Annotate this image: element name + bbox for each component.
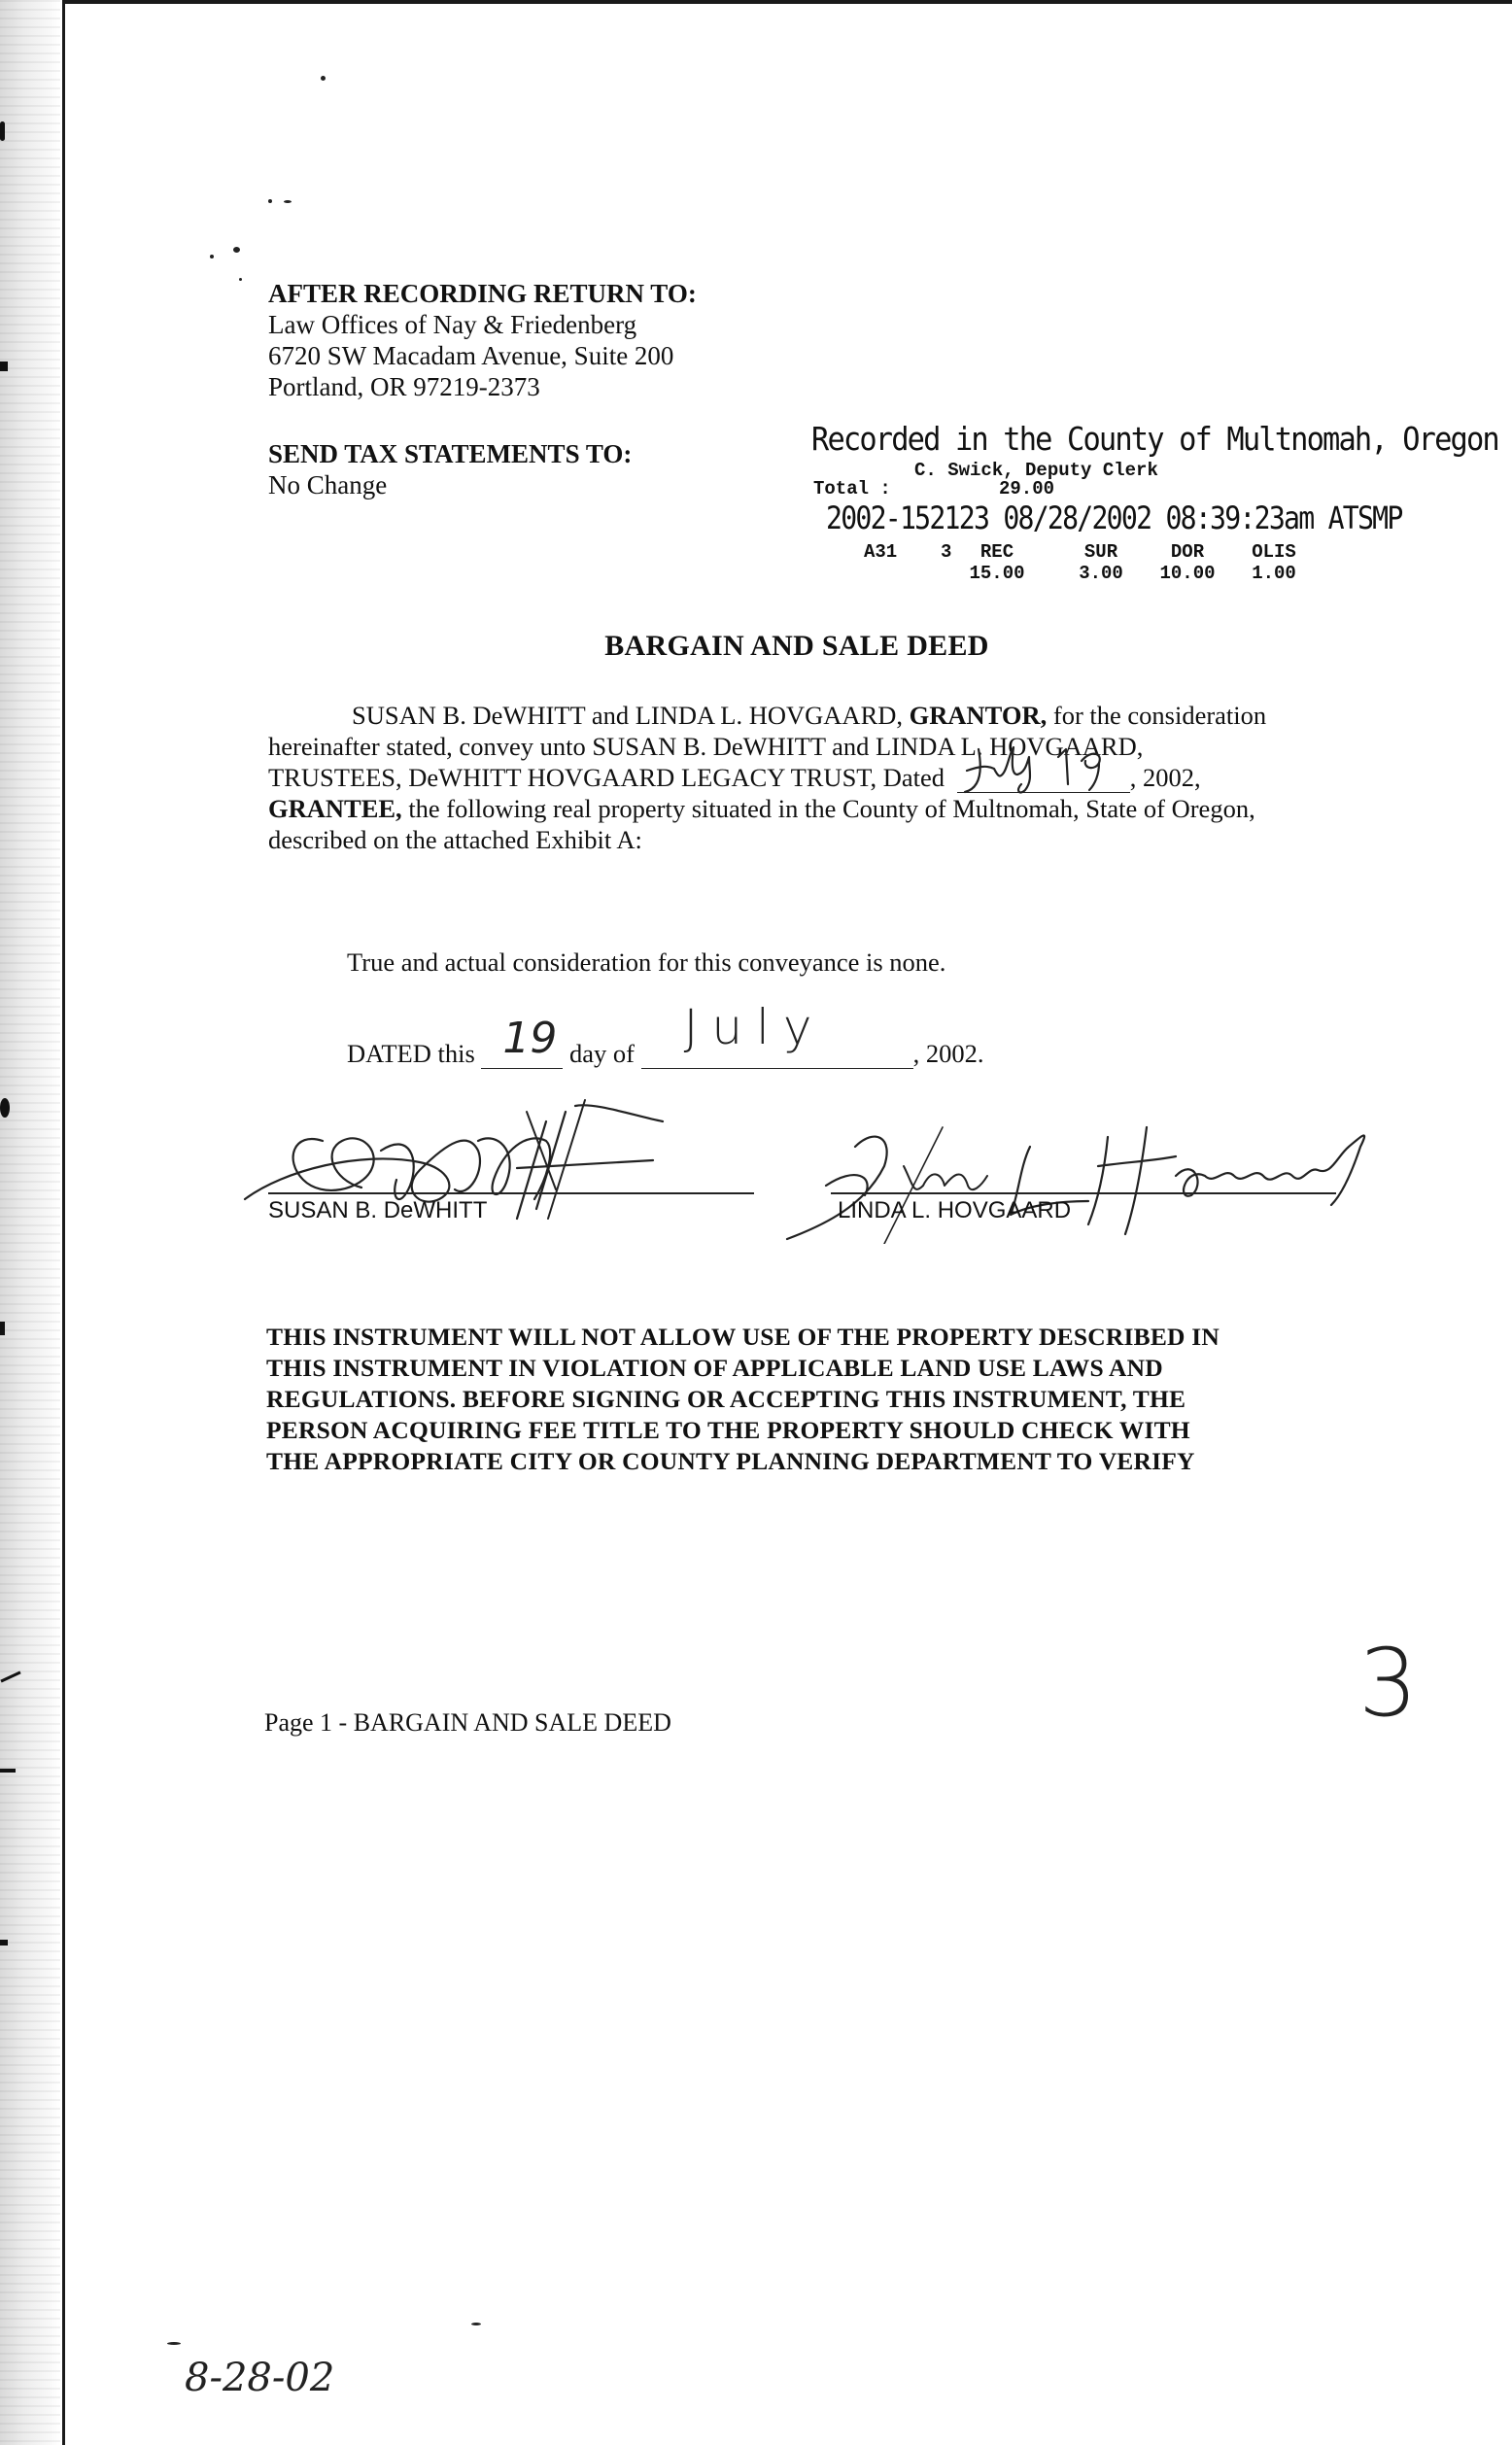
tax-heading: SEND TAX STATEMENTS TO: [268,439,633,468]
speck [210,255,214,258]
day-blank [481,1014,563,1069]
dated-line [347,999,984,1069]
scan-mark [0,1940,8,1946]
body-l3-a: TRUSTEES, DeWHITT HOVGAARD LEGACY TRUST, Dated [268,763,945,792]
deed-body [268,700,1337,855]
trust-date-blank [957,763,1130,793]
speck [167,2342,181,2345]
scan-shadow [0,0,60,2445]
stamp-fee-value: 10.00 [1159,563,1216,584]
stamp-fee-dor [1144,541,1231,584]
grantor-label: GRANTOR, [909,701,1048,730]
speck [239,278,242,281]
scan-mark [0,1098,10,1118]
warning-line: PERSON ACQUIRING FEE TITLE TO THE PROPERTY SHOULD CHECK WITH [266,1416,1190,1444]
return-to-line1: Law Offices of Nay & Friedenberg [268,310,637,339]
body-l3-b: , 2002, [1129,763,1201,792]
day-handwriting: 19 [502,1014,558,1063]
consideration-statement: True and actual consideration for this conveyance is none. [347,947,946,977]
speck [471,2323,481,2325]
signer-left-name: SUSAN B. DeWHITT [268,1197,488,1223]
body-l2: hereinafter stated, convey unto SUSAN B. DeWHITT and LINDA L. HOVGAARD, [268,732,1144,761]
month-handwriting: July [683,999,826,1055]
document-title: BARGAIN AND SALE DEED [604,630,989,662]
signer-right-name: LINDA L. HOVGAARD [838,1197,1072,1223]
stamp-fee-value: 15.00 [969,563,1025,584]
speck [321,76,326,81]
tax-value: No Change [268,470,388,499]
scan-mark [0,121,5,141]
trust-date-handwriting [957,741,1132,800]
page-edge [62,0,65,2445]
recording-stamp [811,420,1498,590]
warning-line: THE APPROPRIATE CITY OR COUNTY PLANNING DEPARTMENT TO VERIFY [266,1447,1195,1475]
stamp-count: 3 [941,541,952,563]
dated-mid: day of [569,1039,635,1068]
body-l1-c: for the consideration [1052,701,1267,730]
scan-mark [0,1322,5,1335]
grantee-label: GRANTEE, [268,794,402,823]
speck [233,247,240,253]
dated-prefix: DATED this [347,1039,475,1068]
stamp-fee-label: SUR [1083,541,1118,563]
land-use-warning [266,1322,1220,1477]
month-blank [641,999,913,1069]
stamp-fee-sur [1057,541,1145,584]
stamp-clerk: C. Swick, Deputy Clerk [914,460,1158,481]
stamp-fee-olis [1230,541,1318,584]
speck [268,199,272,203]
stamp-code: A31 [864,541,898,563]
warning-line: THIS INSTRUMENT WILL NOT ALLOW USE OF THE PROPERTY DESCRIBED IN [266,1323,1220,1351]
stamp-record-line: 2002-152123 08/28/2002 08:39:23am ATSMP [826,499,1402,536]
return-to-heading: AFTER RECORDING RETURN TO: [268,279,697,308]
body-l5: described on the attached Exhibit A: [268,825,642,854]
stamp-fee-label: DOR [1170,541,1205,563]
scan-mark [0,362,8,371]
warning-line: REGULATIONS. BEFORE SIGNING OR ACCEPTING THIS INSTRUMENT, THE [266,1385,1186,1413]
stamp-fee-label: OLIS [1252,541,1296,563]
handwritten-date: 8-28-02 [185,2356,335,2400]
stamp-fee-label: REC [979,541,1014,563]
stamp-header: Recorded in the County of Multnomah, Oregon [811,420,1498,458]
scan-mark [0,1769,16,1773]
stamp-total-label: Total : [813,478,891,499]
body-l4-b: the following real property situated in the County of Multnomah, State of Oregon, [408,794,1255,823]
return-to-block [268,278,697,402]
page-edge-top [62,0,1512,4]
tax-block [268,438,632,500]
stamp-total-value: 29.00 [999,478,1055,499]
dated-suffix: , 2002. [912,1039,984,1068]
stamp-fee-value: 1.00 [1252,563,1296,584]
return-to-line3: Portland, OR 97219-2373 [268,372,540,401]
page-footer: Page 1 - BARGAIN AND SALE DEED [264,1708,671,1737]
stamp-fee-value: 3.00 [1079,563,1123,584]
stamp-fee-rec [953,541,1041,584]
handwritten-page-number: 3 [1358,1629,1419,1738]
return-to-line2: 6720 SW Macadam Avenue, Suite 200 [268,341,674,370]
speck [284,200,292,203]
warning-line: THIS INSTRUMENT IN VIOLATION OF APPLICABLE LAND USE LAWS AND [266,1354,1163,1382]
body-l1-a: SUSAN B. DeWHITT and LINDA L. HOVGAARD, [352,701,904,730]
